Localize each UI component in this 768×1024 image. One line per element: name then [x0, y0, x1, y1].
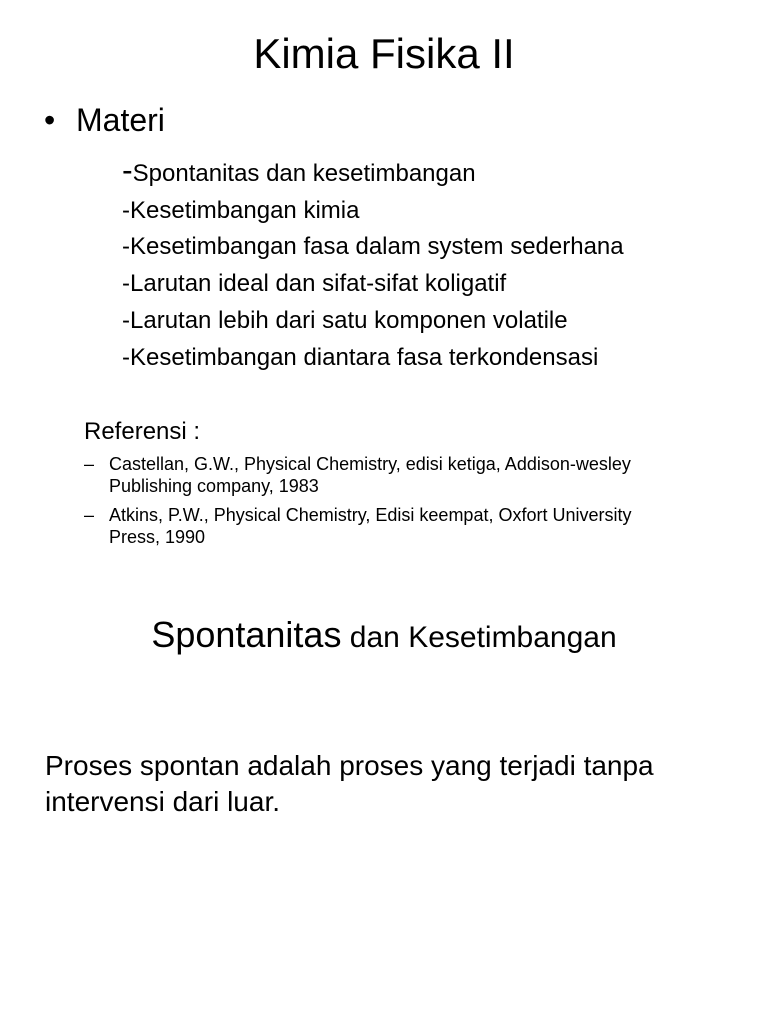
topic-dash: - [122, 270, 130, 297]
definition-text: Proses spontan adalah proses yang terjadi tanpa intervensi dari luar. [45, 750, 654, 817]
topic-text: Kesetimbangan diantara fasa terkondensasi [130, 344, 599, 371]
topic-item [122, 343, 598, 373]
reference-dash: – [84, 505, 95, 525]
topic-item [122, 306, 568, 336]
topic-text: Kesetimbangan fasa dalam system sederhana [130, 233, 624, 260]
section-title-main: Spontanitas [151, 614, 342, 655]
topic-text: Kesetimbangan kimia [130, 197, 360, 224]
materi-heading [44, 100, 165, 140]
topic-item [122, 152, 476, 189]
topic-item [122, 196, 359, 226]
slide-title: Kimia Fisika II [253, 30, 515, 77]
materi-label: Materi [76, 102, 165, 138]
topic-dash: - [122, 233, 130, 260]
reference-dash: – [84, 454, 95, 474]
topic-dash: - [122, 197, 130, 224]
topic-dash: - [122, 152, 133, 188]
topic-item [122, 232, 624, 262]
topic-text: Spontanitas dan kesetimbangan [132, 160, 476, 187]
topic-dash: - [122, 344, 130, 371]
topic-text: Larutan ideal dan sifat-sifat koligatif [130, 270, 507, 297]
section-title-rest: dan Kesetimbangan [341, 621, 617, 654]
bullet-icon: • [44, 102, 56, 138]
topic-item [122, 269, 506, 299]
referensi-heading: Referensi : [84, 418, 201, 445]
reference-item [84, 453, 684, 497]
topic-dash: - [122, 307, 130, 334]
reference-text: Atkins, P.W., Physical Chemistry, Edisi keempat, Oxfort University Press, 1990 [109, 505, 632, 547]
topic-text: Larutan lebih dari satu komponen volatile [130, 307, 568, 334]
section-title [0, 610, 768, 668]
reference-text: Castellan, G.W., Physical Chemistry, edisi ketiga, Addison-wesley Publishing company, 1983 [109, 454, 631, 496]
reference-item [84, 504, 684, 548]
